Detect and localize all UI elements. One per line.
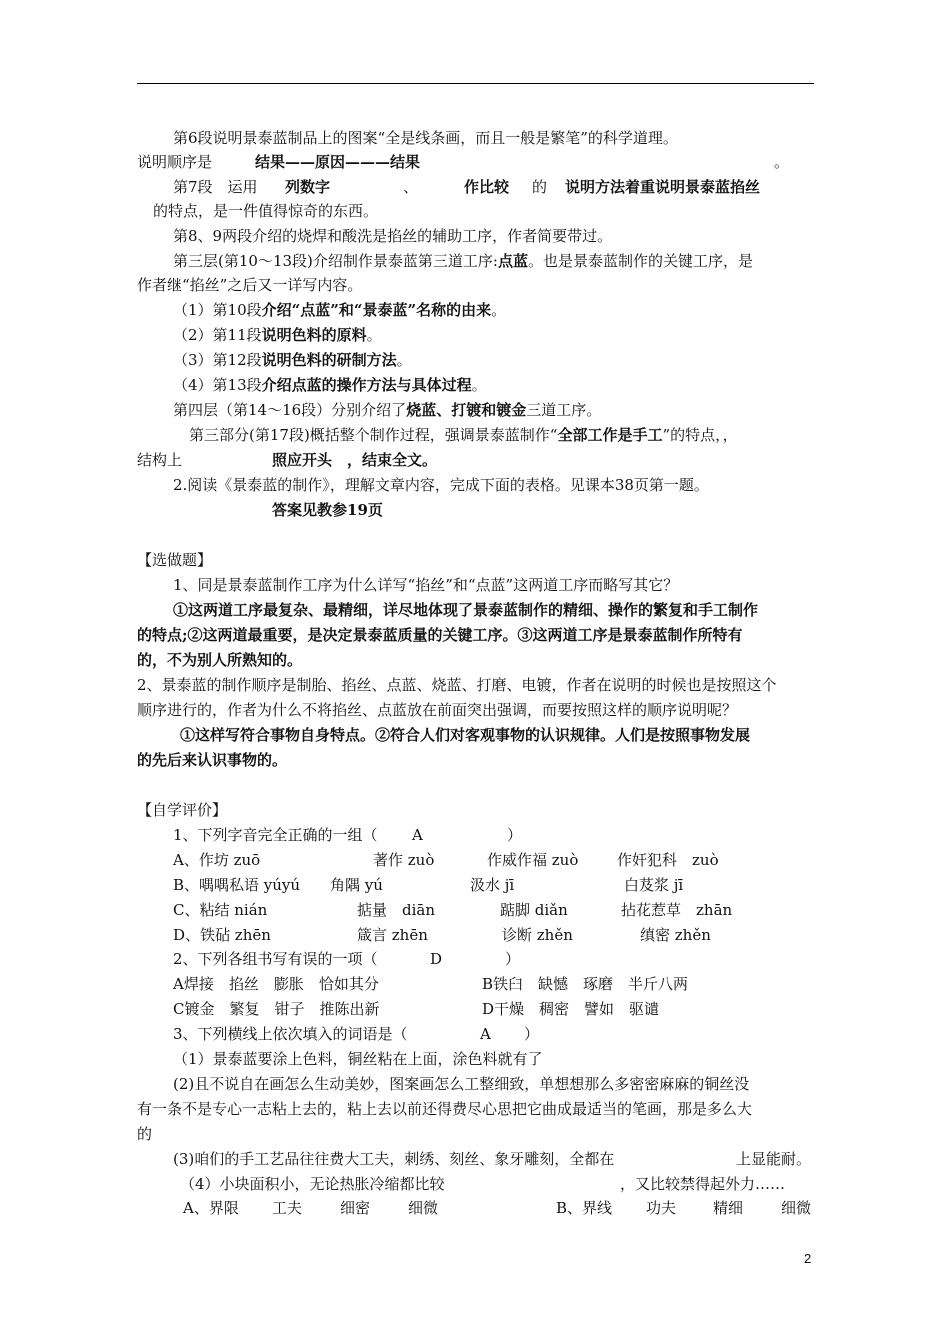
self-q3-answer: A xyxy=(480,1025,491,1043)
layer-4-pre: 第四层（第14～16段）分别介绍了 xyxy=(173,401,407,419)
item-bold: 介绍“点蓝”和“景泰蓝”名称的由来 xyxy=(261,301,492,319)
structure-label: 结构上 xyxy=(137,451,183,469)
page-number: 2 xyxy=(804,1251,812,1266)
q3-sentence-4-end: ，又比较禁得起外力…… xyxy=(620,1175,786,1193)
layer-3-bold: 点蓝 xyxy=(497,252,528,270)
q1-option: 箴言 zhēn xyxy=(357,926,428,944)
elective-q1: 1、同是景泰蓝制作工序为什么详写“掐丝”和“点蓝”这两道工序而略写其它？ xyxy=(173,576,679,594)
part-3-pre: 第三部分(第17段)概括整个制作过程，强调景泰蓝制作“ xyxy=(189,426,558,444)
q1-option: 缜密 zhěn xyxy=(640,926,711,944)
self-q2-close: ） xyxy=(505,950,521,968)
question-2: 2.阅读《景泰蓝的制作》，理解文章内容，完成下面的表格。见课本38页第一题。 xyxy=(173,476,709,494)
list-item xyxy=(173,375,487,395)
elective-q2-line: 顺序进行的，作者为什么不将掐丝、点蓝放在前面突出强调，而要按照这样的顺序说明呢？ xyxy=(137,701,738,719)
para-7-cont: 的特点，是一件值得惊奇的东西。 xyxy=(153,202,379,220)
q3-sentence-2: 的 xyxy=(137,1125,153,1143)
q1-option: A、作坊 zuō xyxy=(173,851,261,869)
self-q2-stem: 2、下列各组书写有误的一项（ xyxy=(173,950,378,968)
self-q3-stem: 3、下列横线上依次填入的词语是（ xyxy=(173,1025,408,1043)
q3-option: 细微 xyxy=(408,1199,439,1217)
q1-option: 踮脚 diǎn xyxy=(500,901,568,919)
q1-option: 掂量 diān xyxy=(357,901,436,919)
para-6: 第6段说明景泰蓝制品上的图案“全是线条画，而且一般是繁笔”的科学道理。 xyxy=(173,129,678,147)
para-7-tail: 说明方法着重说明景泰蓝掐丝 xyxy=(565,178,761,196)
elective-a2-line: ①这样写符合事物自身特点。②符合人们对客观事物的认识规律。人们是按照事物发展 xyxy=(180,726,751,744)
item-prefix: （4）第13段 xyxy=(173,376,262,394)
item-prefix: （2）第11段 xyxy=(173,326,262,344)
q3-sentence-1: （1）景泰蓝要涂上色料，铜丝粘在上面，涂色料就有了 xyxy=(173,1050,543,1068)
q3-option: 功夫 xyxy=(646,1199,677,1217)
q1-option: 白芨浆 jī xyxy=(624,876,684,894)
layer-3-tail: 。也是景泰蓝制作的关键工序，是 xyxy=(527,252,753,270)
q3-option: 细密 xyxy=(340,1199,371,1217)
q3-sentence-2: 有一条不是专心一志粘上去的，粘上去以前还得费尽心思把它曲成最适当的笔画，那是多么大 xyxy=(137,1100,753,1118)
q1-option: 汲水 jī xyxy=(470,876,515,894)
item-bold: 说明色料的原料 xyxy=(261,326,367,344)
item-suffix: 。 xyxy=(491,301,507,319)
q3-option: 工夫 xyxy=(272,1199,303,1217)
part-3-bold: 全部工作是手工 xyxy=(557,426,663,444)
self-q3-close: ） xyxy=(524,1025,540,1043)
self-q1-answer: A xyxy=(412,826,423,844)
q3-sentence-3: (3)咱们的手工艺品往往费大工夫，刺绣、刻丝、象牙雕刻，全都在 xyxy=(173,1150,615,1168)
self-heading: 【自学评价】 xyxy=(137,801,228,819)
q1-option: C、粘结 nián xyxy=(173,901,268,919)
elective-heading: 【选做题】 xyxy=(137,551,213,569)
layer-3-line-2: 作者继“掐丝”之后又一详写内容。 xyxy=(137,276,363,294)
q3-option: 细微 xyxy=(781,1199,812,1217)
q2-option: B铁臼 缺憾 琢磨 半斤八两 xyxy=(482,975,689,993)
part-3-line-1 xyxy=(189,425,738,445)
elective-a2-line: 的先后来认识事物的。 xyxy=(137,751,288,769)
q1-option: 作奸犯科 zuò xyxy=(617,851,719,869)
q1-option: 作威作福 zuò xyxy=(487,851,579,869)
self-q2-answer: D xyxy=(430,950,443,968)
q1-option: 著作 zuò xyxy=(373,851,435,869)
para-8-9: 第8、9两段介绍的烧焊和酸洗是掐丝的辅助工序，作者简要带过。 xyxy=(173,227,613,245)
header-rule xyxy=(137,83,814,84)
order-answer: 结果——原因———结果 xyxy=(255,153,421,171)
item-suffix: 。 xyxy=(396,351,412,369)
self-q1-close: ） xyxy=(507,826,523,844)
layer-4-bold: 烧蓝、打镀和镀金 xyxy=(406,401,527,419)
item-suffix: 。 xyxy=(366,326,382,344)
para-7-de: 的 xyxy=(532,178,548,196)
order-label: 说明顺序是 xyxy=(137,153,213,171)
q3-option: B、界线 xyxy=(556,1199,613,1217)
structure-answer: 照应开头 ，结束全文。 xyxy=(272,451,438,469)
q3-option: 精细 xyxy=(713,1199,744,1217)
q2-option: A焊接 掐丝 膨胀 恰如其分 xyxy=(173,975,379,993)
list-item xyxy=(173,300,506,320)
list-item xyxy=(173,325,382,345)
q1-option: 角隅 yú xyxy=(330,876,383,894)
list-item xyxy=(173,350,412,370)
self-q1-stem: 1、下列字音完全正确的一组（ xyxy=(173,826,378,844)
q3-sentence-4: （4）小块面积小，无论热胀冷缩都比较 xyxy=(180,1175,445,1193)
item-bold: 介绍点蓝的操作方法与具体过程 xyxy=(261,376,472,394)
q1-option: D、铁砧 zhēn xyxy=(173,926,271,944)
q3-option: A、界限 xyxy=(183,1199,239,1217)
q1-option: 拈花惹草 zhān xyxy=(621,901,733,919)
q1-option: 诊断 zhěn xyxy=(502,926,573,944)
elective-a1-line: 的特点;②这两道最重要，是决定景泰蓝质量的关键工序。③这两道工序是景泰蓝制作所特有 xyxy=(137,626,743,644)
q2-option: C镀金 繁复 钳子 推陈出新 xyxy=(173,1000,380,1018)
question-2-answer: 答案见教参19页 xyxy=(272,501,383,519)
layer-3-text: 第三层(第10～13段)介绍制作景泰蓝第三道工序: xyxy=(173,252,498,270)
item-suffix: 。 xyxy=(471,376,487,394)
q2-option: D干燥 稠密 譬如 驱谴 xyxy=(482,1000,660,1018)
order-end: 。 xyxy=(774,153,790,171)
para-7-label: 第7段 运用 xyxy=(173,178,258,196)
layer-4 xyxy=(173,400,601,420)
elective-a1-line: ①这两道工序最复杂、最精细，详尽地体现了景泰蓝制作的精细、操作的繁复和手工制作 xyxy=(173,601,759,619)
item-bold: 说明色料的研制方法 xyxy=(261,351,397,369)
para-7-sep: 、 xyxy=(403,178,419,196)
elective-a1-line: 的，不为别人所熟知的。 xyxy=(137,651,303,669)
item-prefix: （1）第10段 xyxy=(173,301,262,319)
para-7-answer-1: 列数字 xyxy=(285,178,331,196)
q3-sentence-3-end: 上显能耐。 xyxy=(736,1150,812,1168)
part-3-post: ”的特点，， xyxy=(662,426,738,444)
layer-4-post: 三道工序。 xyxy=(526,401,602,419)
item-prefix: （3）第12段 xyxy=(173,351,262,369)
q3-sentence-2: (2)且不说自在画怎么生动美妙，图案画怎么工整细致，单想想那么多密密麻麻的铜丝没 xyxy=(173,1075,750,1093)
para-7-answer-2: 作比较 xyxy=(464,178,510,196)
layer-3-line-1 xyxy=(173,251,753,271)
q1-option: B、喁喁私语 yúyú xyxy=(173,876,301,894)
elective-q2-line: 2、景泰蓝的制作顺序是制胎、掐丝、点蓝、烧蓝、打磨、电镀，作者在说明的时候也是按照这个 xyxy=(137,676,777,694)
